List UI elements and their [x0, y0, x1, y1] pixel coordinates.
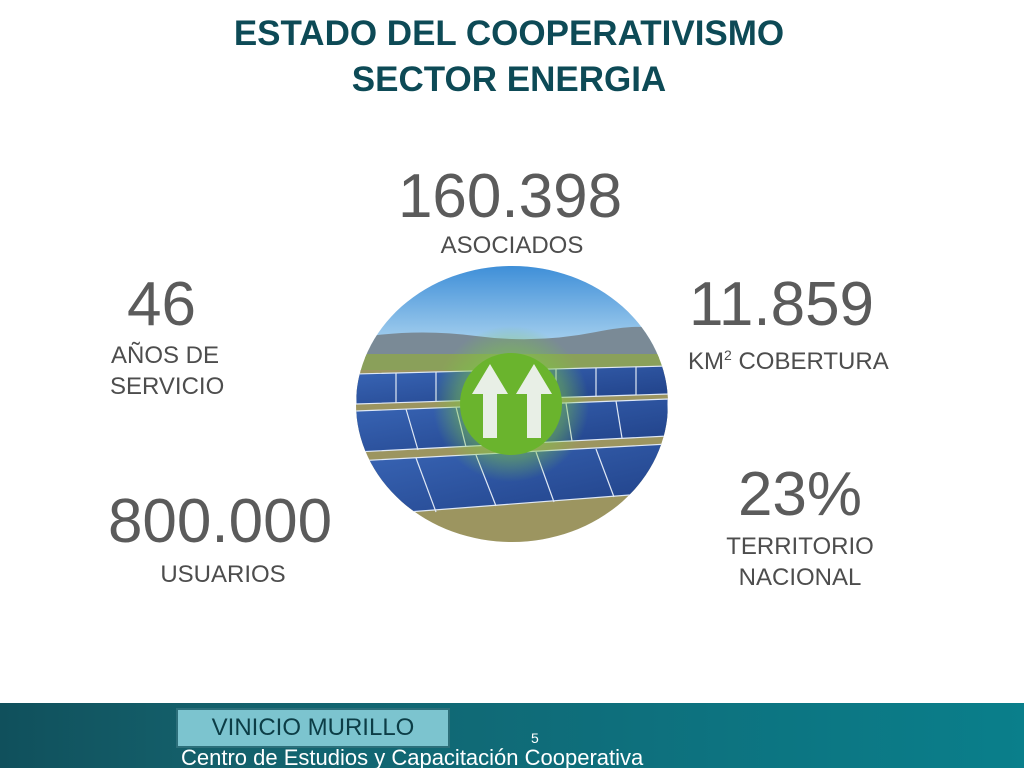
cobertura-label [688, 340, 889, 377]
green-circle-icon [460, 353, 562, 455]
usuarios-value: 800.000 [107, 487, 333, 556]
author-name-box: VINICIO MURILLO [176, 708, 450, 748]
page-number: 5 [531, 730, 539, 746]
cobertura-label-superscript: 2 [724, 347, 732, 363]
asociados-label: ASOCIADOS [440, 232, 584, 259]
slide-title-line2: SECTOR ENERGIA [351, 60, 667, 99]
territorio-value: 23% [737, 460, 863, 529]
solar-panels-photo [356, 266, 668, 542]
anos-label-line1: AÑOS DE [111, 342, 220, 369]
anos-label-line2: SERVICIO [110, 373, 225, 400]
asociados-value: 160.398 [397, 162, 623, 231]
territorio-label-line1: TERRITORIO [726, 533, 874, 560]
organization-name: Centro de Estudios y Capacitación Cooperativa [181, 745, 644, 770]
cobertura-label-prefix: KM [688, 348, 724, 375]
usuarios-label: USUARIOS [160, 561, 286, 588]
slide-title-line1: ESTADO DEL COOPERATIVISMO [233, 14, 785, 53]
territorio-label-line2: NACIONAL [738, 564, 862, 591]
cobertura-value: 11.859 [689, 270, 875, 339]
anos-value: 46 [127, 270, 196, 339]
cobertura-label-suffix: COBERTURA [731, 348, 889, 375]
